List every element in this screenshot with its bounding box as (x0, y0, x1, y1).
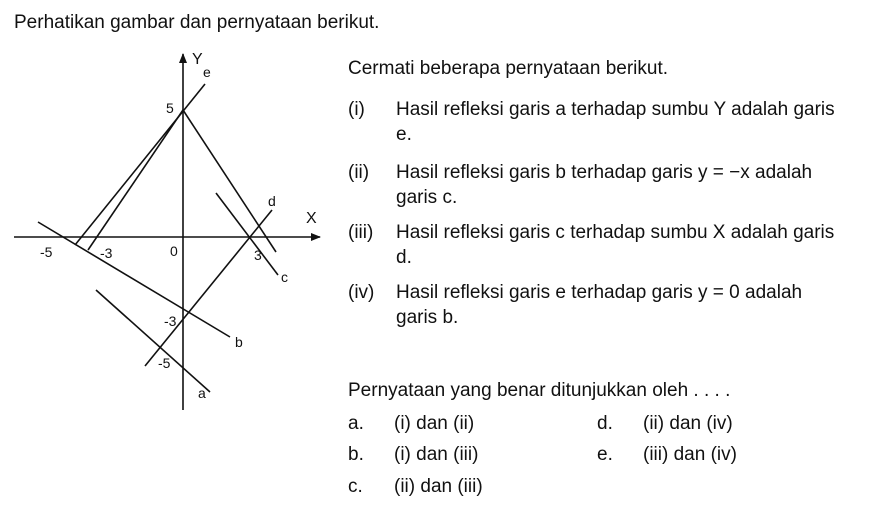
heading: Perhatikan gambar dan pernyataan berikut. (14, 12, 380, 33)
option-b-letter: b. (348, 444, 364, 465)
tick-y-neg3: -3 (164, 313, 177, 329)
tick-y-neg5: -5 (158, 355, 171, 371)
statement-2 (348, 160, 848, 210)
statement-4 (348, 280, 848, 330)
tick-x-neg3: -3 (100, 245, 113, 261)
option-d-value: (ii) dan (iv) (643, 413, 733, 434)
y-axis-label: Y (192, 51, 203, 68)
statement-4-text: Hasil refleksi garis e terhadap garis y = 0 adalah garis b. (396, 282, 803, 328)
statements-intro: Cermati beberapa pernyataan berikut. (348, 58, 669, 79)
statement-3 (348, 220, 848, 270)
option-c-letter: c. (348, 476, 363, 497)
option-b-value: (i) dan (iii) (394, 444, 479, 465)
option-c-value: (ii) dan (iii) (394, 476, 483, 497)
statement-4-number: (iv) (348, 282, 375, 303)
option-e-letter: e. (597, 444, 613, 465)
statement-2-number: (ii) (348, 162, 370, 183)
tick-x-neg5: -5 (40, 244, 53, 260)
coordinate-graph (0, 40, 340, 420)
statement-3-text: Hasil refleksi garis c terhadap sumbu X adalah garis d. (396, 222, 835, 268)
line-b (38, 222, 230, 337)
tick-y-pos5: 5 (166, 100, 174, 116)
question: Pernyataan yang benar ditunjukkan oleh . . . . (348, 380, 731, 401)
line-d (145, 210, 272, 366)
option-e-value: (iii) dan (iv) (643, 444, 737, 465)
label-line-a: a (198, 385, 206, 401)
line-e (75, 84, 205, 245)
statement-2-text: Hasil refleksi garis b terhadap garis y = −x adalah garis c. (396, 162, 813, 208)
origin-label: 0 (170, 243, 178, 259)
line-ext-2 (183, 110, 276, 252)
label-line-d: d (268, 193, 276, 209)
line-a (96, 290, 210, 392)
label-line-e: e (203, 64, 211, 80)
label-line-b: b (235, 334, 243, 350)
tick-x-pos3: 3 (254, 247, 262, 263)
option-d-letter: d. (597, 413, 613, 434)
option-a-value: (i) dan (ii) (394, 413, 475, 434)
line-ext-1 (88, 110, 183, 250)
label-line-c: c (281, 269, 288, 285)
statement-3-number: (iii) (348, 222, 374, 243)
x-axis-label: X (306, 210, 317, 227)
statement-1 (348, 97, 848, 147)
statement-1-number: (i) (348, 99, 365, 120)
option-a-letter: a. (348, 413, 364, 434)
statement-1-text: Hasil refleksi garis a terhadap sumbu Y adalah garis e. (396, 99, 835, 145)
